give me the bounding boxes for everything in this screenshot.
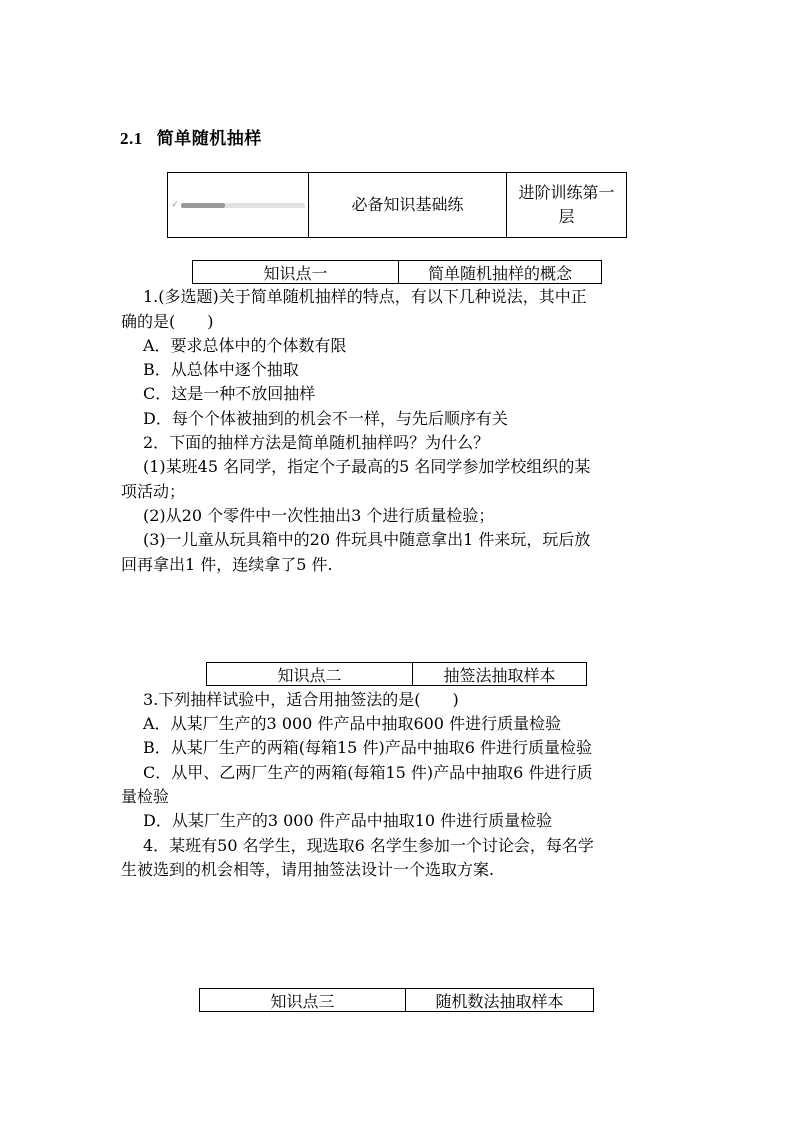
progress-cell xyxy=(168,173,309,237)
q1-option-a: A．要求总体中的个体数有限 xyxy=(143,336,347,355)
knowledge-point-3 xyxy=(199,988,594,1012)
kp3-topic: 随机数法抽取样本 xyxy=(435,991,564,1011)
question-1-line-2: 确的是( ) xyxy=(121,312,214,331)
q3-option-c-line-1: C．从甲、乙两厂生产的两箱(每箱15 件)产品中抽取6 件进行质 xyxy=(143,763,593,782)
q3-option-b: B．从某厂生产的两箱(每箱15 件)产品中抽取6 件进行质量检验 xyxy=(143,738,592,757)
question-3: 3.下列抽样试验中，适合用抽签法的是( ) xyxy=(143,690,459,709)
kp2-topic: 抽签法抽取样本 xyxy=(443,665,556,685)
question-1-line-1: 1.(多选题)关于简单随机抽样的特点，有以下几种说法，其中正 xyxy=(143,287,587,306)
header-basic-practice: 必备知识基础练 xyxy=(309,173,507,237)
q1-option-b: B．从总体中逐个抽取 xyxy=(143,360,299,379)
q2-part-2: (2)从20 个零件中一次性抽出3 个进行质量检验； xyxy=(143,506,495,525)
question-2: 2．下面的抽样方法是简单随机抽样吗？为什么？ xyxy=(143,433,490,452)
q3-option-c-line-2: 量检验 xyxy=(121,787,170,806)
knowledge-point-1 xyxy=(192,260,602,284)
question-4-line-2: 生被选到的机会相等，请用抽签法设计一个选取方案. xyxy=(121,860,495,879)
question-4-line-1: 4．某班有50 名学生，现选取6 名学生参加一个讨论会，每名学 xyxy=(143,836,594,855)
kp1-label: 知识点一 xyxy=(193,261,399,283)
progress-fill xyxy=(181,203,226,208)
check-icon: ✓ xyxy=(171,200,179,210)
q2-part-3-line-1: (3)一儿童从玩具箱中的20 件玩具中随意拿出1 件来玩，玩后放 xyxy=(143,530,591,549)
q3-option-d: D．从某厂生产的3 000 件产品中抽取10 件进行质量检验 xyxy=(143,811,553,830)
header-advanced-training: 进阶训练第一层 xyxy=(518,183,615,226)
progress-track xyxy=(181,203,305,208)
q2-part-1-line-2: 项活动； xyxy=(121,482,186,501)
q2-part-1-line-1: (1)某班45 名同学，指定个子最高的5 名同学参加学校组织的某 xyxy=(143,457,591,476)
section-name: 简单随机抽样 xyxy=(156,129,262,149)
section-title xyxy=(120,124,262,149)
kp1-topic: 简单随机抽样的概念 xyxy=(427,263,572,283)
progress-indicator xyxy=(171,193,305,217)
section-number: 2.1 xyxy=(120,129,143,148)
q2-part-3-line-2: 回再拿出1 件，连续拿了5 件. xyxy=(121,555,333,574)
practice-header-table xyxy=(167,172,627,238)
q1-option-d: D．每个个体被抽到的机会不一样，与先后顺序有关 xyxy=(143,409,508,428)
q1-option-c: C．这是一种不放回抽样 xyxy=(143,384,316,403)
kp2-label: 知识点二 xyxy=(207,663,413,685)
kp3-label: 知识点三 xyxy=(200,989,406,1011)
q3-option-a: A．从某厂生产的3 000 件产品中抽取600 件进行质量检验 xyxy=(143,714,562,733)
knowledge-point-2 xyxy=(206,662,587,686)
